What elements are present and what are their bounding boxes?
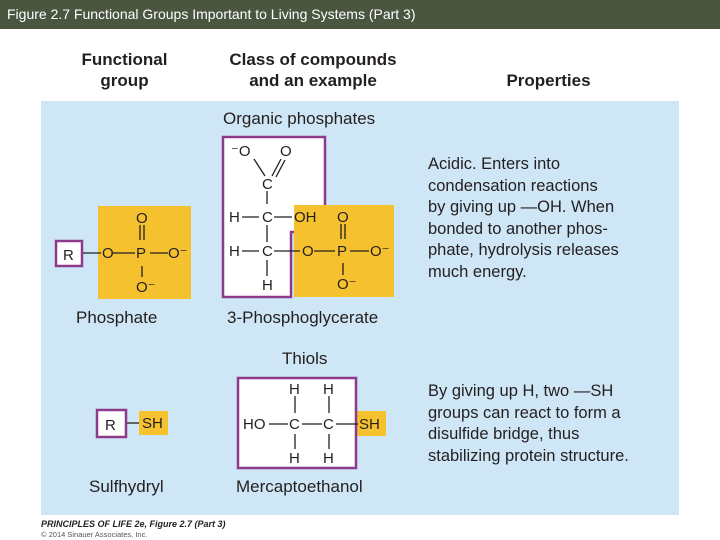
atom-o: O bbox=[302, 243, 314, 260]
footer-copyright: © 2014 Sinauer Associates, Inc. bbox=[41, 530, 148, 539]
class-name-organic-phosphates: Organic phosphates bbox=[223, 109, 376, 128]
atom-ho: HO bbox=[243, 416, 266, 433]
header-class-line1: Class of compounds bbox=[229, 50, 397, 69]
atom-o-minus: O⁻ bbox=[370, 243, 390, 260]
figure-table bbox=[41, 33, 679, 515]
atom-sh: SH bbox=[359, 416, 380, 433]
atom-c: C bbox=[262, 243, 273, 260]
example-name-phosphoglycerate: 3-Phosphoglycerate bbox=[227, 308, 379, 327]
atom-sh: SH bbox=[142, 415, 163, 432]
header-functional-line1: Functional bbox=[81, 50, 168, 69]
atom-c: C bbox=[262, 209, 273, 226]
prop-line: much energy. bbox=[428, 262, 527, 281]
header-properties: Properties bbox=[506, 71, 591, 90]
atom-o-minus: O⁻ bbox=[136, 279, 156, 296]
atom-p: P bbox=[337, 243, 348, 260]
prop-line: disulfide bridge, thus bbox=[428, 425, 580, 443]
header-class-line2: and an example bbox=[249, 71, 377, 90]
atom-o: O bbox=[280, 143, 292, 160]
atom-o: O bbox=[102, 245, 114, 262]
header-functional-line2: group bbox=[100, 71, 149, 90]
atom-h: H bbox=[323, 381, 334, 398]
group-name-sulfhydryl: Sulfhydryl bbox=[89, 477, 164, 496]
atom-h: H bbox=[229, 209, 240, 226]
atom-h: H bbox=[289, 381, 300, 398]
prop-line: condensation reactions bbox=[428, 176, 598, 195]
atom-p: P bbox=[136, 245, 147, 262]
atom-minus-o: ⁻O bbox=[231, 143, 251, 160]
prop-line: Acidic. Enters into bbox=[428, 155, 561, 173]
structure-diagrams bbox=[41, 33, 679, 515]
prop-line: By giving up H, two —SH bbox=[428, 382, 614, 400]
title-bar bbox=[0, 0, 720, 29]
atom-r: R bbox=[105, 417, 116, 434]
prop-line: by giving up —OH. When bbox=[428, 198, 615, 216]
group-name-phosphate: Phosphate bbox=[76, 308, 158, 327]
atom-h: H bbox=[229, 243, 240, 260]
atom-o: O bbox=[337, 209, 349, 226]
atom-c: C bbox=[262, 176, 273, 193]
example-name-mercaptoethanol: Mercaptoethanol bbox=[236, 477, 363, 496]
prop-line: groups can react to form a bbox=[428, 403, 621, 422]
atom-o-minus: O⁻ bbox=[337, 276, 357, 293]
prop-line: bonded to another phos- bbox=[428, 219, 608, 238]
atom-h: H bbox=[289, 450, 300, 467]
figure-title: Figure 2.7 Functional Groups Important to Living Systems (Part 3) bbox=[7, 6, 416, 22]
atom-o: O bbox=[136, 210, 148, 227]
prop-line: phate, hydrolysis releases bbox=[428, 241, 619, 259]
prop-line: stabilizing protein structure. bbox=[428, 446, 629, 465]
atom-h: H bbox=[323, 450, 334, 467]
atom-c: C bbox=[323, 416, 334, 433]
class-name-thiols: Thiols bbox=[282, 349, 328, 368]
atom-oh: OH bbox=[294, 209, 317, 226]
atom-o-minus: O⁻ bbox=[168, 245, 188, 262]
atom-c: C bbox=[289, 416, 300, 433]
footer-credit: PRINCIPLES OF LIFE 2e, Figure 2.7 (Part 3) bbox=[41, 519, 226, 529]
atom-r: R bbox=[63, 247, 74, 264]
atom-h: H bbox=[262, 277, 273, 294]
